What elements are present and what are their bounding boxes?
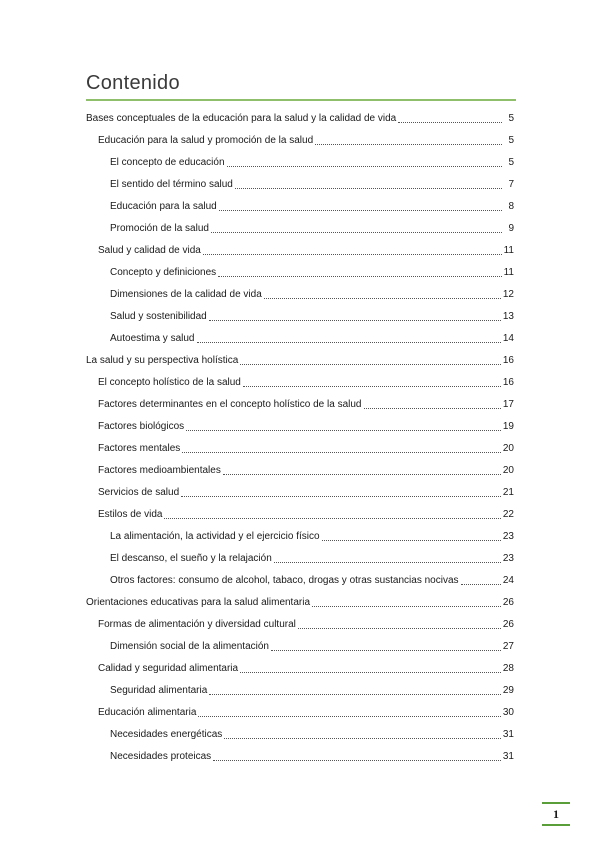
toc-dot-leader [219,210,502,211]
toc-entry-page-number: 24 [502,575,514,586]
toc-entry[interactable] [98,660,514,676]
toc-entry[interactable] [110,330,514,346]
toc-entry-page-number: 9 [508,223,514,234]
toc-entry-page-number: 29 [502,685,514,696]
toc-entry-page-number: 16 [502,355,514,366]
toc-dot-leader [211,232,502,233]
toc-dot-leader [240,672,501,673]
toc-entry-page-number: 11 [503,267,514,278]
toc-entry-label: Formas de alimentación y diversidad cultural [98,619,296,630]
toc-entry-label: Factores mentales [98,443,181,454]
toc-entry-label: Necesidades proteicas [110,751,212,762]
toc-entry[interactable] [110,550,514,566]
toc-entry-label: Seguridad alimentaria [110,685,208,696]
toc-entry-label: Necesidades energéticas [110,729,223,740]
toc-entry-label: El concepto de educación [110,157,225,168]
toc-entry-label: Calidad y seguridad alimentaria [98,663,239,674]
toc-dot-leader [203,254,502,255]
toc-entry-label: La salud y su perspectiva holística [86,355,239,366]
toc-entry-page-number: 31 [502,751,514,762]
toc-entry-label: Dimensiones de la calidad de vida [110,289,262,300]
toc-entry-label: Estilos de vida [98,509,163,520]
toc-entry-page-number: 31 [502,729,514,740]
toc-entry[interactable] [98,396,514,412]
toc-dot-leader [223,474,501,475]
title-divider [86,99,516,101]
toc-entry[interactable] [98,242,514,258]
toc-dot-leader [398,122,502,123]
toc-dot-leader [213,760,501,761]
toc-entry-label: Otros factores: consumo de alcohol, tabaco, drogas y otras sustancias nocivas [110,575,459,586]
toc-dot-leader [271,650,501,651]
toc-entry[interactable] [110,220,514,236]
toc-entry-label: Orientaciones educativas para la salud alimentaria [86,597,311,608]
toc-entry[interactable] [110,726,514,742]
toc-entry[interactable] [98,440,514,456]
toc-dot-leader [186,430,501,431]
toc-entry-label: Salud y sostenibilidad [110,311,207,322]
toc-entry[interactable] [86,110,514,126]
toc-entry-label: El descanso, el sueño y la relajación [110,553,272,564]
toc-entry-page-number: 28 [502,663,514,674]
toc-entry[interactable] [110,748,514,764]
toc-entry-page-number: 12 [502,289,514,300]
toc-entry[interactable] [98,616,514,632]
toc-dot-leader [209,694,501,695]
toc-dot-leader [235,188,502,189]
toc-entry-label: El concepto holístico de la salud [98,377,241,388]
toc-entry[interactable] [110,572,514,588]
toc-entry-label: El sentido del término salud [110,179,233,190]
toc-entry[interactable] [86,352,514,368]
toc-entry-page-number: 23 [502,553,514,564]
toc-dot-leader [182,452,501,453]
toc-dot-leader [198,716,500,717]
toc-entry-label: Autoestima y salud [110,333,195,344]
toc-entry[interactable] [86,594,514,610]
toc-dot-leader [224,738,501,739]
toc-entry-page-number: 20 [502,465,514,476]
toc-entry[interactable] [98,484,514,500]
toc-entry[interactable] [110,198,514,214]
toc-dot-leader [197,342,501,343]
toc-entry-page-number: 30 [502,707,514,718]
toc-entry[interactable] [110,286,514,302]
toc-dot-leader [312,606,501,607]
toc-entry-page-number: 19 [502,421,514,432]
toc-dot-leader [209,320,501,321]
toc-entry[interactable] [110,308,514,324]
toc-entry-page-number: 26 [502,597,514,608]
toc-entry[interactable] [98,374,514,390]
page-number: 1 [553,806,559,821]
toc-entry-label: Bases conceptuales de la educación para la salud y la calidad de vida [86,113,397,124]
toc-entry[interactable] [98,704,514,720]
toc-entry-label: Educación alimentaria [98,707,197,718]
toc-entry-page-number: 16 [502,377,514,388]
toc-entry-page-number: 11 [503,245,514,256]
toc-dot-leader [243,386,501,387]
toc-entry-label: Promoción de la salud [110,223,209,234]
toc-entry-page-number: 20 [502,443,514,454]
toc-dot-leader [218,276,501,277]
toc-entry-page-number: 13 [502,311,514,322]
toc-entry-page-number: 17 [502,399,514,410]
toc-entry[interactable] [110,528,514,544]
toc-dot-leader [322,540,501,541]
toc-dot-leader [274,562,501,563]
toc-entry-page-number: 5 [508,113,514,124]
toc-dot-leader [227,166,502,167]
toc-entry-page-number: 8 [508,201,514,212]
toc-dot-leader [264,298,501,299]
toc-entry-label: Dimensión social de la alimentación [110,641,269,652]
toc-entry[interactable] [98,506,514,522]
toc-dot-leader [164,518,500,519]
toc-entry-label: Servicios de salud [98,487,180,498]
toc-entry[interactable] [110,682,514,698]
toc-dot-leader [315,144,502,145]
toc-entry[interactable] [98,132,514,148]
toc-entry[interactable] [98,462,514,478]
toc-entry[interactable] [98,418,514,434]
toc-entry-label: Factores medioambientales [98,465,221,476]
toc-entry-label: Educación para la salud y promoción de la salud [98,135,314,146]
toc-entry-page-number: 23 [502,531,514,542]
toc-entry-label: Factores determinantes en el concepto holístico de la salud [98,399,362,410]
toc-entry-page-number: 5 [508,157,514,168]
toc-entry[interactable] [110,154,514,170]
toc-entry[interactable] [110,264,514,280]
toc-entry-page-number: 14 [502,333,514,344]
toc-entry-label: Factores biológicos [98,421,185,432]
toc-entry-label: La alimentación, la actividad y el ejercicio físico [110,531,320,542]
toc-dot-leader [461,584,501,585]
toc-entry[interactable] [110,638,514,654]
toc-entry-page-number: 21 [502,487,514,498]
toc-entry-page-number: 26 [502,619,514,630]
toc-dot-leader [240,364,501,365]
toc-dot-leader [181,496,501,497]
toc-entry-page-number: 7 [508,179,514,190]
toc-entry-label: Salud y calidad de vida [98,245,201,256]
toc-title: Contenido [86,72,180,94]
toc-entry-label: Concepto y definiciones [110,267,217,278]
toc-entry-page-number: 22 [502,509,514,520]
toc-entry-page-number: 5 [508,135,514,146]
toc-dot-leader [364,408,501,409]
toc-entry[interactable] [110,176,514,192]
toc-entry-label: Educación para la salud [110,201,217,212]
toc-dot-leader [298,628,501,629]
page-number-footer [542,802,570,826]
toc-entry-page-number: 27 [502,641,514,652]
